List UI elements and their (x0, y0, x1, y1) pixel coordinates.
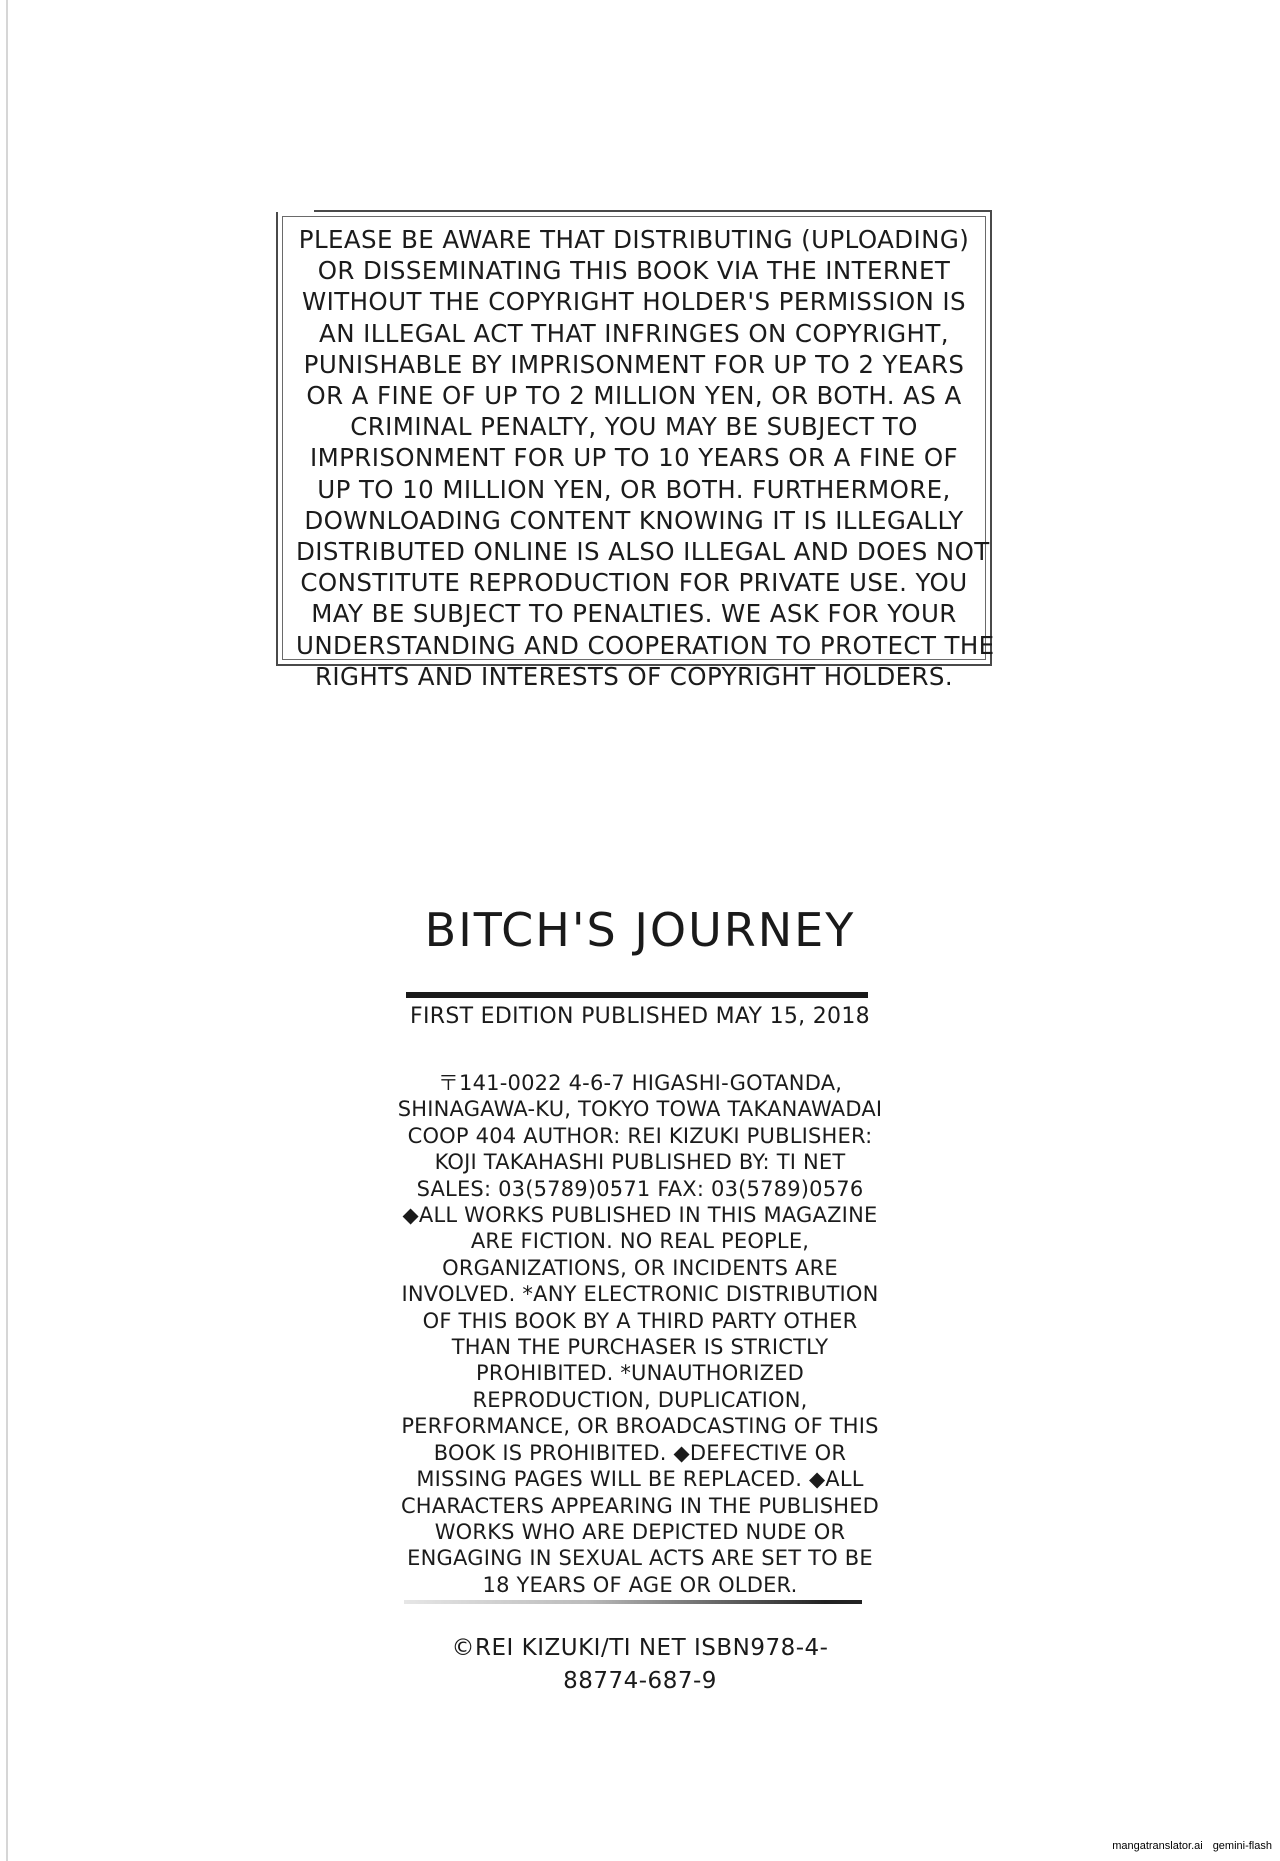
warning-line: OR A FINE OF UP TO 2 MILLION YEN, OR BOTH. AS A (306, 381, 962, 411)
info-line: BOOK IS PROHIBITED. ◆DEFECTIVE OR (433, 1440, 847, 1465)
watermark-model: gemini-flash (1212, 1840, 1272, 1852)
page-edge (6, 0, 8, 1861)
info-line: SHINAGAWA-KU, TOKYO TOWA TAKANAWADAI (397, 1097, 883, 1122)
warning-line: MAY BE SUBJECT TO PENALTIES. WE ASK FOR YOUR (311, 599, 957, 629)
warning-line: PUNISHABLE BY IMPRISONMENT FOR UP TO 2 YEARS (303, 349, 965, 379)
copyright-line: 88774-687-9 (563, 1668, 717, 1694)
info-line: CHARACTERS APPEARING IN THE PUBLISHED (400, 1493, 880, 1518)
translator-watermark (1102, 1839, 1272, 1853)
warning-line: CRIMINAL PENALTY, YOU MAY BE SUBJECT TO (350, 412, 918, 442)
copyright-isbn (360, 1632, 920, 1698)
warning-line: WITHOUT THE COPYRIGHT HOLDER'S PERMISSION IS (301, 287, 966, 317)
copyright-warning-box (276, 210, 995, 691)
info-line: MISSING PAGES WILL BE REPLACED. ◆ALL (416, 1467, 864, 1492)
warning-line: DISTRIBUTED ONLINE IS ALSO ILLEGAL AND DOES NOT (296, 537, 990, 567)
info-line: ENGAGING IN SEXUAL ACTS ARE SET TO BE (407, 1546, 873, 1571)
info-bottom-rule (404, 1600, 862, 1604)
info-line: REPRODUCTION, DUPLICATION, (472, 1387, 808, 1412)
title-divider (406, 992, 868, 998)
warning-line: DOWNLOADING CONTENT KNOWING IT IS ILLEGALLY (304, 505, 964, 535)
info-line: OF THIS BOOK BY A THIRD PARTY OTHER (422, 1308, 858, 1333)
book-title: BITCH'S JOURNEY (424, 903, 856, 957)
warning-line: IMPRISONMENT FOR UP TO 10 YEARS OR A FINE OF (309, 443, 959, 473)
warning-line: UP TO 10 MILLION YEN, OR BOTH. FURTHERMORE, (317, 474, 951, 504)
info-line: WORKS WHO ARE DEPICTED NUDE OR (434, 1519, 846, 1544)
warning-line: CONSTITUTE REPRODUCTION FOR PRIVATE USE. YOU (300, 568, 968, 598)
info-line: 〒141-0022 4-6-7 HIGASHI-GOTANDA, (437, 1071, 843, 1095)
warning-line: RIGHTS AND INTERESTS OF COPYRIGHT HOLDERS. (314, 661, 954, 691)
watermark-site: mangatranslator.ai (1112, 1840, 1203, 1852)
info-line: SALES: 03(5789)0571 FAX: 03(5789)0576 (416, 1176, 864, 1201)
info-line: PERFORMANCE, OR BROADCASTING OF THIS (401, 1414, 879, 1439)
warning-line: UNDERSTANDING AND COOPERATION TO PROTECT THE (296, 630, 995, 660)
publication-info (360, 1070, 920, 1598)
warning-line: PLEASE BE AWARE THAT DISTRIBUTING (UPLOADING) (298, 225, 970, 254)
info-line: THAN THE PURCHASER IS STRICTLY (451, 1335, 829, 1360)
info-line: ORGANIZATIONS, OR INCIDENTS ARE (442, 1255, 838, 1280)
info-line: 18 YEARS OF AGE OR OLDER. (482, 1572, 798, 1597)
info-line: COOP 404 AUTHOR: REI KIZUKI PUBLISHER: (407, 1123, 873, 1148)
info-line: ◆ALL WORKS PUBLISHED IN THIS MAGAZINE (402, 1203, 878, 1228)
info-line: INVOLVED. *ANY ELECTRONIC DISTRIBUTION (401, 1282, 879, 1307)
copyright-line: ©REI KIZUKI/TI NET ISBN978-4- (451, 1635, 829, 1661)
edition-line: FIRST EDITION PUBLISHED MAY 15, 2018 (410, 1004, 870, 1029)
info-line: KOJI TAKAHASHI PUBLISHED BY: TI NET (434, 1150, 846, 1175)
warning-line: AN ILLEGAL ACT THAT INFRINGES ON COPYRIGHT, (319, 318, 949, 348)
warning-line: OR DISSEMINATING THIS BOOK VIA THE INTERNET (317, 256, 951, 286)
info-line: ARE FICTION. NO REAL PEOPLE, (470, 1229, 810, 1254)
info-line: PROHIBITED. *UNAUTHORIZED (475, 1361, 805, 1386)
